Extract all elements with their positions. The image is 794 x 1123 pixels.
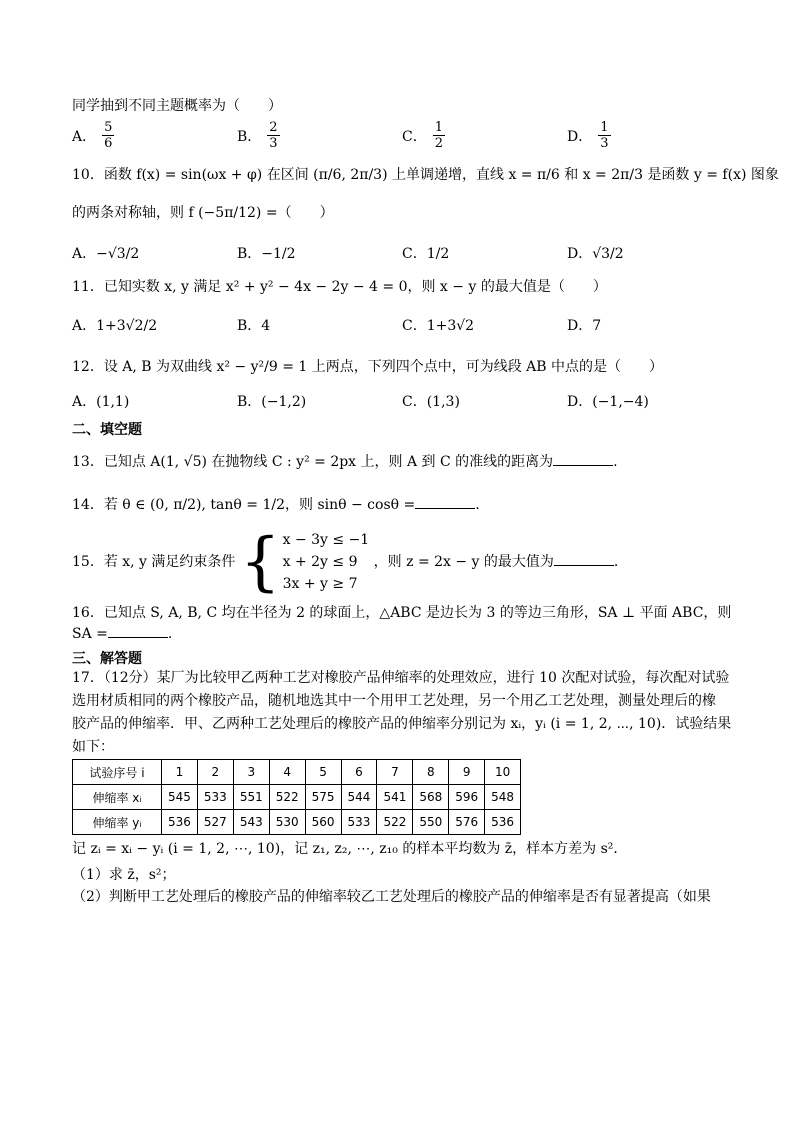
q11-options — [72, 315, 732, 335]
q12-options — [72, 391, 732, 411]
q16-answer-blank[interactable] — [108, 623, 168, 638]
q11-option-c: C．1+3√2 — [402, 318, 475, 334]
q15-constraint-system: { x − 3y ≤ −1 x + 2y ≤ 9 3x + y ≥ 7 — [239, 525, 370, 599]
left-brace-icon: { — [239, 525, 281, 599]
q17-part1: （1）求 z̄，s²； — [72, 867, 176, 883]
q11-option-d: D．7 — [567, 318, 602, 334]
q9-option-a: A． $\frac{5}{6}$ — [72, 120, 113, 151]
q16-stem-line2: SA = . — [72, 623, 732, 644]
q15-stem: 15．若 x, y 满足约束条件 { x − 3y ≤ −1 x + 2y ≤ 9 3x + y ≥ 7 ，则 z = 2x − y 的最大值为 . — [72, 525, 619, 599]
q13-stem: 13．已知点 A(1, √5) 在抛物线 C : y² = 2px 上，则 A 到 C 的准线的距离为 . — [72, 451, 732, 472]
q10-option-d: D．√3/2 — [567, 246, 624, 262]
q12-option-b: B．(−1,2) — [237, 394, 307, 410]
q13-answer-blank[interactable] — [553, 451, 613, 466]
q17-line4: 如下： — [72, 739, 114, 755]
q17-line5: 记 zᵢ = xᵢ − yᵢ (i = 1, 2, ⋯, 10)，记 z₁, z₂, ⋯, z₁₀ 的样本平均数为 z̄，样本方差为 s²． — [72, 841, 628, 857]
q12-stem: 12．设 A, B 为双曲线 x² − y²/9 = 1 上两点，下列四个点中，可为线段 AB 中点的是（ ） — [72, 359, 664, 375]
table-row: 伸缩率 xᵢ 545 533 551 522 575 544 541 568 596 548 — [73, 785, 521, 810]
q14-answer-blank[interactable] — [415, 494, 475, 509]
q9-option-c: C． $\frac{1}{2}$ — [402, 120, 443, 151]
q12-option-a: A．(1,1) — [72, 394, 130, 410]
q10-options — [72, 243, 732, 263]
q17-line3: 胶产品的伸缩率．甲、乙两种工艺处理后的橡胶产品的伸缩率分别记为 xᵢ，yᵢ (i = 1, 2, ⋯, 10)．试验结果 — [72, 716, 732, 732]
q17-line1: 17．（12分）某厂为比较甲乙两种工艺对橡胶产品伸缩率的处理效应，进行 10 次配对试验，每次配对试验 — [72, 670, 730, 686]
q11-option-b: B．4 — [237, 318, 271, 334]
q9-tail: 同学抽到不同主题概率为（ ） — [72, 98, 282, 114]
q11-option-a: A．1+3√2/2 — [72, 318, 158, 334]
section-solutions-heading: 三、解答题 — [72, 651, 142, 667]
q10-stem-line1: 10．函数 f(x) = sin(ωx + φ) 在区间 (π/6, 2π/3) 上单调递增，直线 x = π/6 和 x = 2π/3 是函数 y = f(x) 图象 — [72, 167, 779, 183]
section-fill-in-heading: 二、填空题 — [72, 422, 142, 438]
q12-option-c: C．(1,3) — [402, 394, 460, 410]
q16-stem-line1: 16．已知点 S, A, B, C 均在半径为 2 的球面上，△ABC 是边长为 3 的等边三角形，SA ⊥ 平面 ABC，则 — [72, 605, 732, 621]
table-row: 试验序号 i 1 2 3 4 5 6 7 8 9 10 — [73, 760, 521, 785]
q17-line2: 选用材质相同的两个橡胶产品，随机地选其中一个用甲工艺处理，另一个用乙工艺处理，测量处理后的橡 — [72, 693, 716, 709]
q17-data-table — [72, 759, 521, 835]
q10-option-b: B．−1/2 — [237, 246, 296, 262]
table-row: 伸缩率 yᵢ 536 527 543 530 560 533 522 550 576 536 — [73, 810, 521, 835]
q15-answer-blank[interactable] — [554, 551, 614, 566]
q10-option-a: A．−√3/2 — [72, 246, 140, 262]
exam-page — [72, 96, 779, 907]
q17-part2: （2）判断甲工艺处理后的橡胶产品的伸缩率较乙工艺处理后的橡胶产品的伸缩率是否有显著提高（如果 — [72, 889, 711, 905]
q9-options — [72, 120, 732, 151]
q10-option-c: C．1/2 — [402, 246, 450, 262]
q14-stem: 14．若 θ ∈ (0, π/2), tanθ = 1/2，则 sinθ − cosθ = . — [72, 494, 732, 515]
q11-stem: 11．已知实数 x, y 满足 x² + y² − 4x − 2y − 4 = 0，则 x − y 的最大值是（ ） — [72, 279, 607, 295]
q10-stem-line2: 的两条对称轴，则 f (−5π/12) =（ ） — [72, 205, 334, 221]
q9-option-d: D． $\frac{1}{3}$ — [567, 120, 609, 151]
q9-option-b: B． $\frac{2}{3}$ — [237, 120, 278, 151]
q12-option-d: D．(−1,−4) — [567, 394, 649, 410]
